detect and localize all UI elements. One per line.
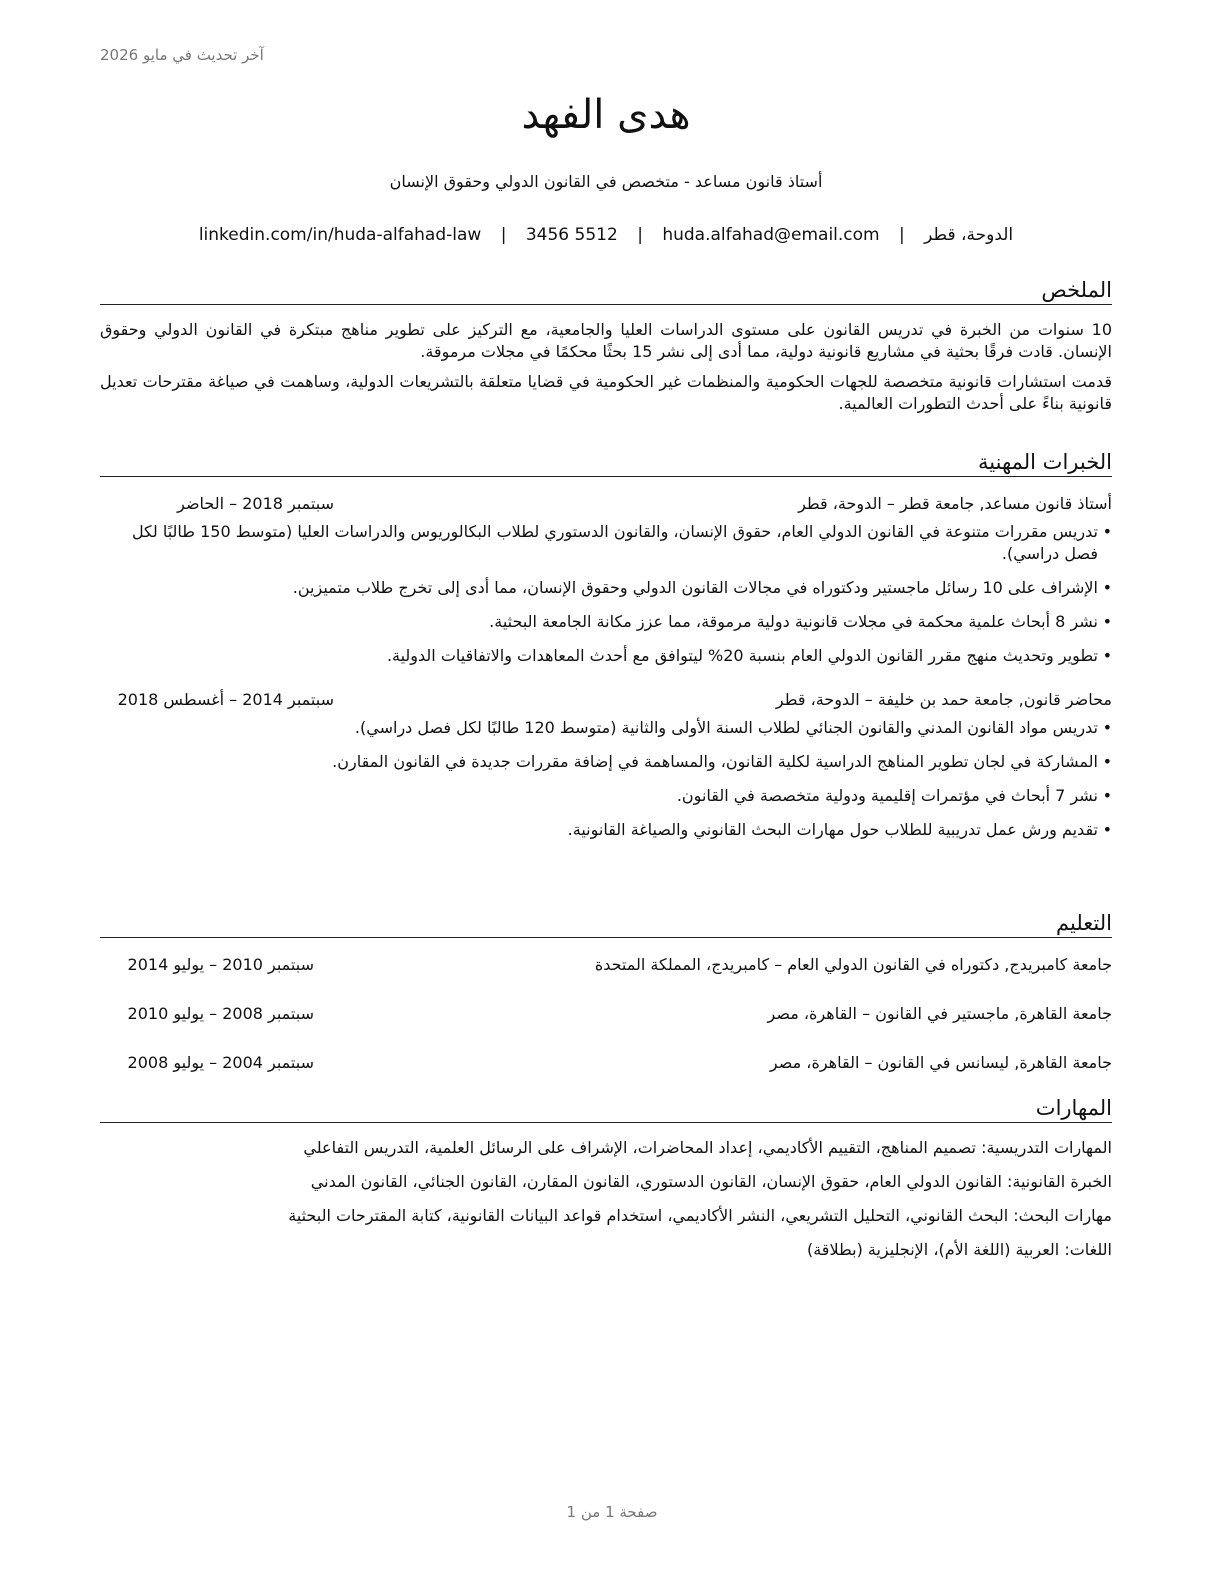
education-degree: جامعة القاهرة, ماجستير في القانون – القاهرة، مصر [767, 1004, 1112, 1023]
education-dates: سبتمبر 2010 – يوليو 2014 [127, 955, 314, 974]
list-item: • الإشراف على 10 رسائل ماجستير ودكتوراه في مجالات القانون الدولي وحقوق الإنسان، مما أدى إلى تخرج طلاب متميزين. [100, 577, 1112, 599]
contact-separator: | [899, 225, 905, 245]
list-item: • تطوير وتحديث منهج مقرر القانون الدولي العام بنسبة 20% ليتوافق مع أحدث المعاهدات والاتفاقيات الدولية. [100, 645, 1112, 667]
skill-line: الخبرة القانونية: القانون الدولي العام، حقوق الإنسان، القانون الدستوري، القانون المقارن، القانون الجنائي، القانون المدني [310, 1172, 1112, 1191]
section-title-summary: الملخص [100, 278, 1112, 305]
education-dates: سبتمبر 2004 – يوليو 2008 [127, 1053, 314, 1072]
skill-line: مهارات البحث: البحث القانوني، التحليل التشريعي، النشر الأكاديمي، استخدام قواعد البيانات القانونية، كتابة المقترحات البحثية [288, 1206, 1112, 1225]
contact-line [100, 225, 1112, 245]
summary-paragraph: قدمت استشارات قانونية متخصصة للجهات الحكومية والمنظمات غير الحكومية في قضايا متعلقة بالتشريعات الدولية، وساهمت في صياغة مقترحات تعديل قانونية بناءً على أحدث التطورات العالمية. [100, 372, 1112, 413]
section-title-skills: المهارات [100, 1096, 1112, 1123]
last-updated: آخر تحديث في مايو 2026 [100, 46, 264, 64]
experience-dates: سبتمبر 2014 – أغسطس 2018 [117, 690, 334, 709]
experience-entry [100, 689, 1112, 841]
experience-role: أستاذ قانون مساعد, جامعة قطر – الدوحة، قطر [798, 494, 1112, 513]
skill-line: اللغات: العربية (اللغة الأم)، الإنجليزية (بطلاقة) [806, 1240, 1112, 1259]
skill-line: المهارات التدريسية: تصميم المناهج، التقييم الأكاديمي، إعداد المحاضرات، الإشراف على الرسائل العلمية، التدريس التفاعلي [303, 1138, 1112, 1157]
education-dates: سبتمبر 2008 – يوليو 2010 [127, 1004, 314, 1023]
contact-email[interactable]: huda.alfahad@email.com [662, 225, 880, 245]
list-item: • نشر 8 أبحاث علمية محكمة في مجلات قانونية دولية مرموقة، مما عزز مكانة الجامعة البحثية. [100, 611, 1112, 633]
list-item: • تقديم ورش عمل تدريبية للطلاب حول مهارات البحث القانوني والصياغة القانونية. [100, 819, 1112, 841]
education-entry [100, 1003, 1112, 1025]
experience-entry [100, 493, 1112, 667]
education-entry [100, 1052, 1112, 1074]
contact-separator: | [637, 225, 643, 245]
skills-section [100, 1096, 1112, 1273]
list-item: • المشاركة في لجان تطوير المناهج الدراسية لكلية القانون، والمساهمة في إضافة مقررات جديدة في القانون المقارن. [100, 751, 1112, 773]
page-title: هدى الفهد [521, 92, 691, 138]
summary-paragraph: 10 سنوات من الخبرة في تدريس القانون على مستوى الدراسات العليا والجامعية، مع التركيز على تطوير مناهج مبتكرة في القانون الدولي وحقوق الإنسان. قادت فرقًا بحثية في مشاريع قانونية دولية، مما أدى إلى نشر 15 بحثًا محكمًا في مجلات مرموقة. [100, 320, 1112, 361]
education-degree: جامعة القاهرة, ليسانس في القانون – القاهرة، مصر [769, 1053, 1112, 1072]
section-title-experience: الخبرات المهنية [100, 450, 1112, 477]
list-item: • نشر 7 أبحاث في مؤتمرات إقليمية ودولية متخصصة في القانون. [100, 785, 1112, 807]
education-section [100, 911, 1112, 1074]
experience-section [100, 450, 1112, 853]
education-entry [100, 954, 1112, 976]
list-item: • تدريس مواد القانون المدني والقانون الجنائي لطلاب السنة الأولى والثانية (متوسط 120 طالبًا لكل فصل دراسي). [100, 717, 1112, 739]
education-degree: جامعة كامبريدج, دكتوراه في القانون الدولي العام – كامبريدج، المملكة المتحدة [594, 955, 1112, 974]
resume-page [100, 0, 1112, 1584]
contact-linkedin[interactable]: linkedin.com/in/huda-alfahad-law [198, 225, 482, 245]
list-item: • تدريس مقررات متنوعة في القانون الدولي العام، حقوق الإنسان، والقانون الدستوري لطلاب البكالوريوس والدراسات العليا (متوسط 150 طالبًا لكل فصل دراسي). [100, 521, 1112, 565]
page-number: صفحة 1 من 1 [566, 1503, 658, 1521]
experience-dates: سبتمبر 2018 – الحاضر [177, 494, 334, 513]
experience-role: محاضر قانون, جامعة حمد بن خليفة – الدوحة، قطر [775, 690, 1112, 709]
section-title-education: التعليم [100, 911, 1112, 938]
contact-phone[interactable]: 3456 5512 [525, 225, 618, 245]
contact-location: الدوحة، قطر [924, 225, 1014, 245]
job-subtitle: أستاذ قانون مساعد - متخصص في القانون الدولي وحقوق الإنسان [389, 172, 823, 191]
contact-separator: | [500, 225, 507, 245]
summary-section [100, 278, 1112, 415]
